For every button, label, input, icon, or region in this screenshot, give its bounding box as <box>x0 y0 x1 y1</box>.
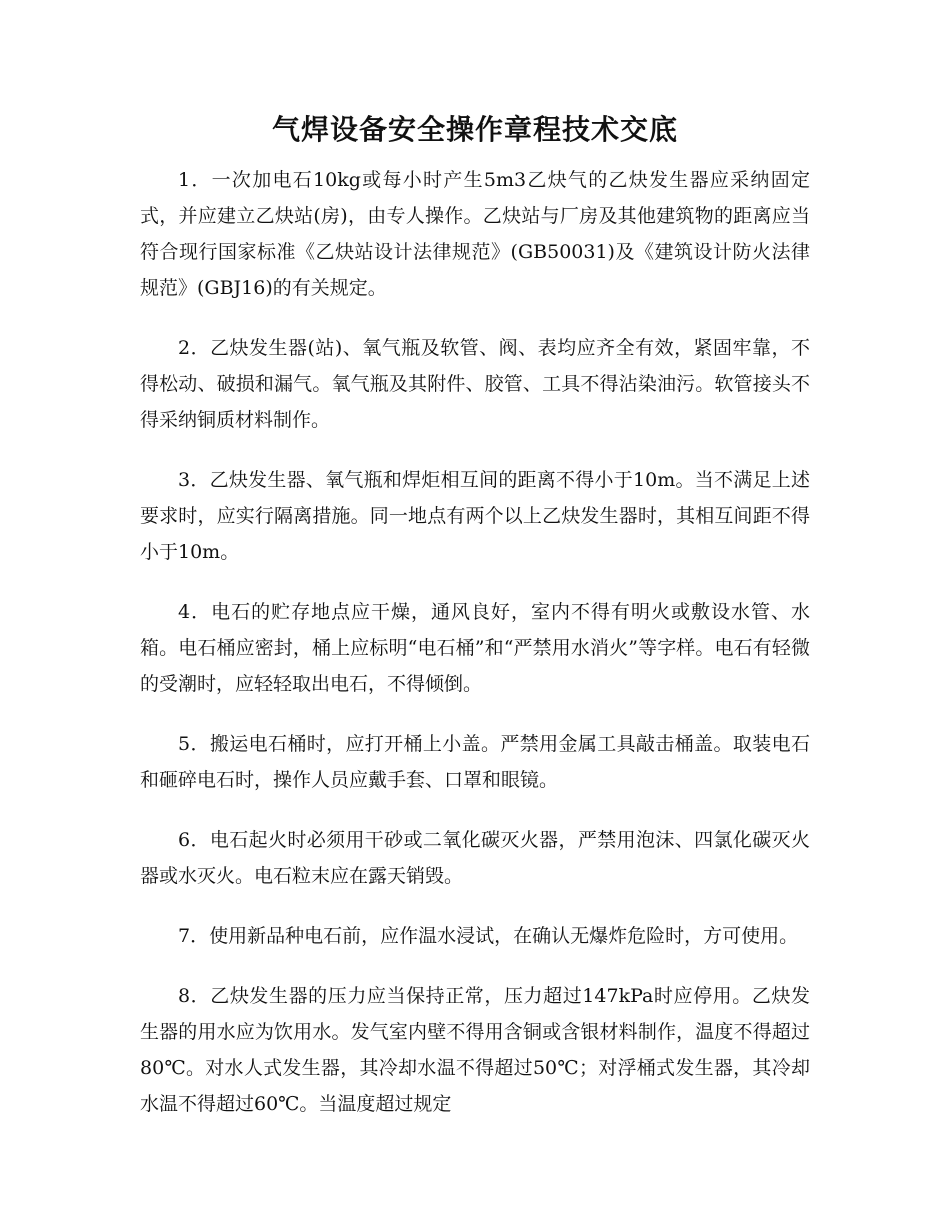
paragraph-2: 2．乙炔发生器(站)、氧气瓶及软管、阀、表均应齐全有效，紧固牢靠，不得松动、破损和漏气。氧气瓶及其附件、胶管、工具不得沾染油污。软管接头不得采纳铜质材料制作。 <box>140 337 810 431</box>
paragraph-5: 5．搬运电石桶时，应打开桶上小盖。严禁用金属工具敲击桶盖。取装电石和砸碎电石时，操作人员应戴手套、口罩和眼镜。 <box>140 733 810 791</box>
paragraph-7: 7．使用新品种电石前，应作温水浸试，在确认无爆炸危险时，方可使用。 <box>178 925 799 947</box>
paragraph-6: 6．电石起火时必须用干砂或二氧化碳灭火器，严禁用泡沫、四氯化碳灭火器或水灭火。电石粒末应在露天销毁。 <box>140 829 810 887</box>
document-title: 气焊设备安全操作章程技术交底 <box>271 113 678 146</box>
paragraph-3: 3．乙炔发生器、氧气瓶和焊炬相互间的距离不得小于10m。当不满足上述要求时，应实行隔离措施。同一地点有两个以上乙炔发生器时，其相互间距不得小于10m。 <box>140 469 810 563</box>
paragraph-8: 8．乙炔发生器的压力应当保持正常，压力超过147kPa时应停用。乙炔发生器的用水应为饮用水。发气室内壁不得用含铜或含银材料制作，温度不得超过80℃。对水人式发生器，其冷却水温不得超过50℃；对浮桶式发生器，其冷却水温不得超过60℃。当温度超过规定 <box>140 985 810 1115</box>
paragraph-1: 1．一次加电石10kg或每小时产生5m3乙炔气的乙炔发生器应采纳固定式，并应建立乙炔站(房)，由专人操作。乙炔站与厂房及其他建筑物的距离应当符合现行国家标准《乙炔站设计法律规范》(GB50031)及《建筑设计防火法律规范》(GBJ16)的有关规定。 <box>140 169 810 299</box>
paragraph-4: 4．电石的贮存地点应干燥，通风良好，室内不得有明火或敷设水管、水箱。电石桶应密封，桶上应标明“电石桶”和“严禁用水消火”等字样。电石有轻微的受潮时，应轻轻取出电石，不得倾倒。 <box>140 601 810 695</box>
